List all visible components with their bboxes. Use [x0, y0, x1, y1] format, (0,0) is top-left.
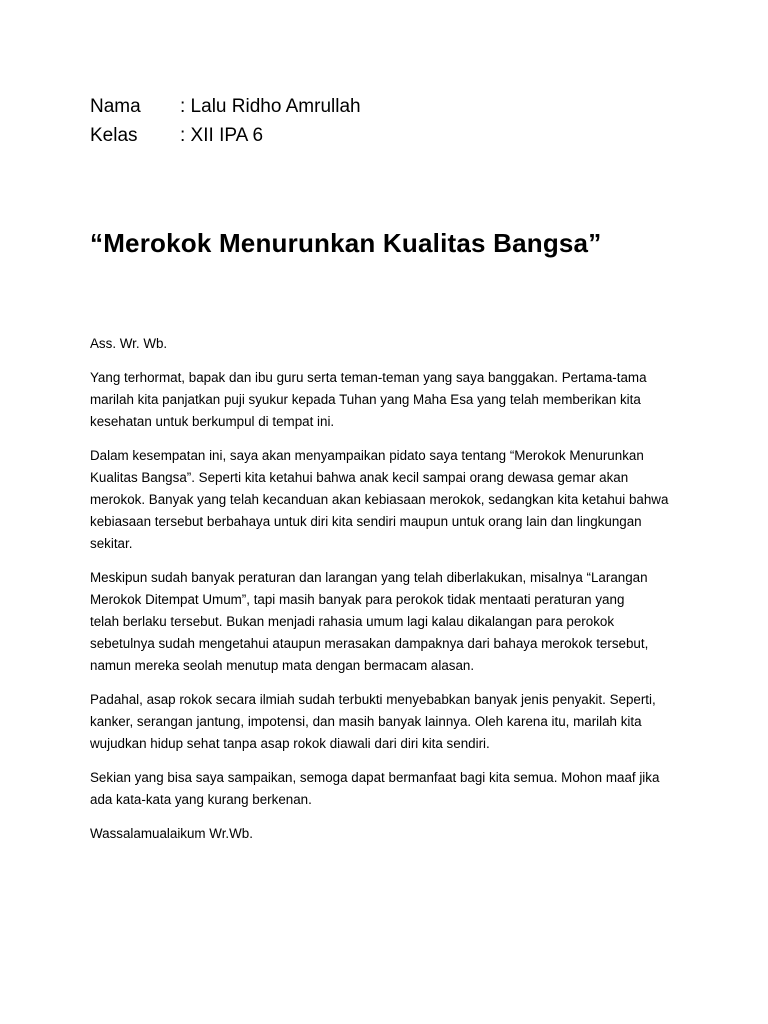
text-line: wujudkan hidup sehat tanpa asap rokok diawali dari diri kita sendiri. — [90, 736, 490, 751]
speech-title: “Merokok Menurunkan Kualitas Bangsa” — [90, 228, 602, 258]
student-info — [90, 92, 361, 150]
text-line: Wassalamualaikum Wr.Wb. — [90, 826, 253, 841]
text-line: ada kata-kata yang kurang berkenan. — [90, 792, 312, 807]
name-label: Nama — [90, 96, 141, 117]
text-line: sekitar. — [90, 536, 133, 551]
text-line: Sekian yang bisa saya sampaikan, semoga dapat bermanfaat bagi kita semua. Mohon maaf jika — [90, 770, 660, 785]
paragraph-farewell — [90, 823, 676, 845]
text-line: Yang terhormat, bapak dan ibu guru serta teman-teman yang saya banggakan. Pertama-tama — [90, 370, 647, 385]
text-line: Meskipun sudah banyak peraturan dan larangan yang telah diberlakukan, misalnya “Larangan — [90, 570, 648, 585]
paragraph-regulations — [90, 567, 676, 677]
class-label: Kelas — [90, 125, 138, 146]
paragraph-closing — [90, 767, 676, 811]
text-line: Merokok Ditempat Umum”, tapi masih banyak para perokok tidak mentaati peraturan yang — [90, 592, 625, 607]
paragraph-greeting — [90, 333, 676, 355]
text-line: namun mereka seolah menutup mata dengan bermacam alasan. — [90, 658, 475, 673]
text-line: merokok. Banyak yang telah kecanduan akan kebiasaan merokok, sedangkan kita ketahui bahwa — [90, 492, 669, 507]
paragraph-opening — [90, 367, 676, 433]
text-line: kanker, serangan jantung, impotensi, dan masih banyak lainnya. Oleh karena itu, marilah kita — [90, 714, 642, 729]
text-line: Padahal, asap rokok secara ilmiah sudah terbukti menyebabkan banyak jenis penyakit. Seperti, — [90, 692, 656, 707]
text-line: Kualitas Bangsa”. Seperti kita ketahui bahwa anak kecil sampai orang dewasa gemar akan — [90, 470, 629, 485]
name-row — [90, 92, 361, 121]
text-line: kesehatan untuk berkumpul di tempat ini. — [90, 414, 335, 429]
class-value: : XII IPA 6 — [180, 125, 264, 146]
text-line: sebetulnya sudah mengetahui ataupun merasakan dampaknya dari bahaya merokok tersebut, — [90, 636, 649, 651]
text-line: kebiasaan tersebut berbahaya untuk diri kita sendiri maupun untuk orang lain dan lingkungan — [90, 514, 642, 529]
text-line: Dalam kesempatan ini, saya akan menyampaikan pidato saya tentang “Merokok Menurunkan — [90, 448, 644, 463]
paragraph-topic — [90, 445, 676, 555]
text-line: marilah kita panjatkan puji syukur kepada Tuhan yang Maha Esa yang telah memberikan kita — [90, 392, 641, 407]
text-line: Ass. Wr. Wb. — [90, 336, 168, 351]
class-row — [90, 121, 361, 150]
name-value: : Lalu Ridho Amrullah — [180, 96, 361, 117]
text-line: telah berlaku tersebut. Bukan menjadi rahasia umum lagi kalau dikalangan para perokok — [90, 614, 615, 629]
speech-body — [90, 333, 676, 857]
paragraph-diseases — [90, 689, 676, 755]
